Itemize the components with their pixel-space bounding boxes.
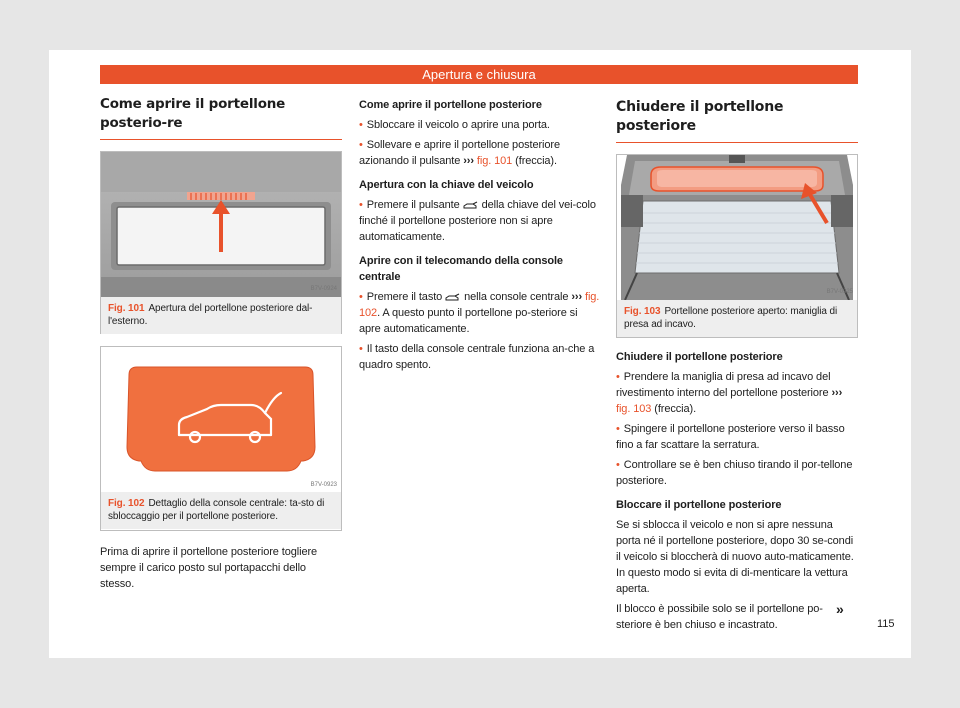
figure-102 bbox=[100, 346, 342, 531]
figure-103 bbox=[616, 154, 858, 338]
caption-text: Dettaglio della console centrale: ta-sto di sbloccaggio per il portellone posteriore. bbox=[108, 498, 325, 522]
bullet-lift: • Sollevare e aprire il portellone posteriore azionando il pulsante ››› fig. 101 (freccia). bbox=[359, 137, 601, 169]
figure-code: B7V-0923 bbox=[310, 482, 337, 488]
car-tailgate-icon bbox=[445, 293, 461, 301]
figure-number: Fig. 103 bbox=[624, 306, 661, 317]
middle-column bbox=[359, 97, 601, 373]
car-tailgate-icon bbox=[463, 201, 479, 209]
caption-text: Portellone posteriore aperto: maniglia di presa ad incavo. bbox=[624, 306, 838, 330]
tailgate-exterior-illustration bbox=[101, 152, 341, 297]
figure-number: Fig. 102 bbox=[108, 498, 145, 509]
bullet-unlock: • Sbloccare il veicolo o aprire una porta. bbox=[359, 117, 601, 133]
figure-link[interactable]: fig. 101 bbox=[476, 155, 513, 167]
figure-link[interactable]: fig. 103 bbox=[616, 403, 652, 415]
intro-paragraph: Prima di aprire il portellone posteriore togliere sempre il carico posto sul portapacchi dello stesso. bbox=[100, 546, 318, 590]
right-column bbox=[616, 95, 858, 633]
subheading-lock: Bloccare il portellone posteriore bbox=[616, 499, 782, 511]
bullet-key-button: • Premere il pulsante della chiave del vei-colo finché il portellone posteriore non si apre automaticamente. bbox=[359, 197, 601, 245]
figure-code: B7V-0925 bbox=[826, 289, 853, 295]
left-column bbox=[100, 95, 342, 592]
lock-paragraph-2: Il blocco è possibile solo se il portellone po-steriore è ben chiuso e incastrato. bbox=[616, 603, 823, 631]
continue-marker: » bbox=[836, 601, 844, 617]
subheading-remote: Aprire con il telecomando della console centrale bbox=[359, 255, 563, 283]
caption-text: Apertura del portellone posteriore dal-l'esterno. bbox=[108, 303, 313, 327]
console-button-illustration bbox=[101, 347, 341, 492]
bullet-check-closed: • Controllare se è ben chiuso tirando il por-tellone posteriore. bbox=[616, 457, 858, 489]
bullet-push-down: • Spingere il portellone posteriore verso il basso fino a far scattare la serratura. bbox=[616, 421, 858, 453]
figure-code: B7V-0924 bbox=[310, 286, 337, 292]
figure-number: Fig. 101 bbox=[108, 303, 145, 314]
subheading-close: Chiudere il portellone posteriore bbox=[616, 351, 783, 363]
subheading-key: Apertura con la chiave del veicolo bbox=[359, 179, 534, 191]
figure-caption bbox=[101, 492, 341, 529]
page-number: 115 bbox=[877, 618, 895, 630]
figure-caption bbox=[617, 300, 857, 337]
lock-paragraph-1: Se si sblocca il veicolo e non si apre nessuna porta né il portellone posteriore, dopo 30 se-condi il veicolo si bloccherà di nuovo auto-maticamente. In questo modo si evita di di-menticare la vettura aperta. bbox=[616, 519, 854, 595]
figure-link[interactable]: fig. 102 bbox=[359, 291, 600, 319]
tailgate-interior-illustration bbox=[617, 155, 857, 300]
section-heading-open: Come aprire il portellone posterio-re bbox=[100, 95, 342, 140]
subheading-open-tailgate: Come aprire il portellone posteriore bbox=[359, 99, 542, 111]
bullet-console-button: • Premere il tasto nella console centrale ››› fig. 102. A questo punto il portellone po-steriore si apre automaticamente. bbox=[359, 289, 601, 337]
figure-101 bbox=[100, 151, 342, 334]
bullet-grab-handle: • Prendere la maniglia di presa ad incavo del rivestimento interno del portellone posteriore ››› fig. 103 (freccia). bbox=[616, 369, 858, 417]
chapter-header: Apertura e chiusura bbox=[100, 65, 858, 84]
figure-caption bbox=[101, 297, 341, 334]
manual-page bbox=[49, 50, 911, 658]
bullet-console-note: • Il tasto della console centrale funziona an-che a quadro spento. bbox=[359, 341, 601, 373]
section-heading-close: Chiudere il portellone posteriore bbox=[616, 95, 858, 143]
